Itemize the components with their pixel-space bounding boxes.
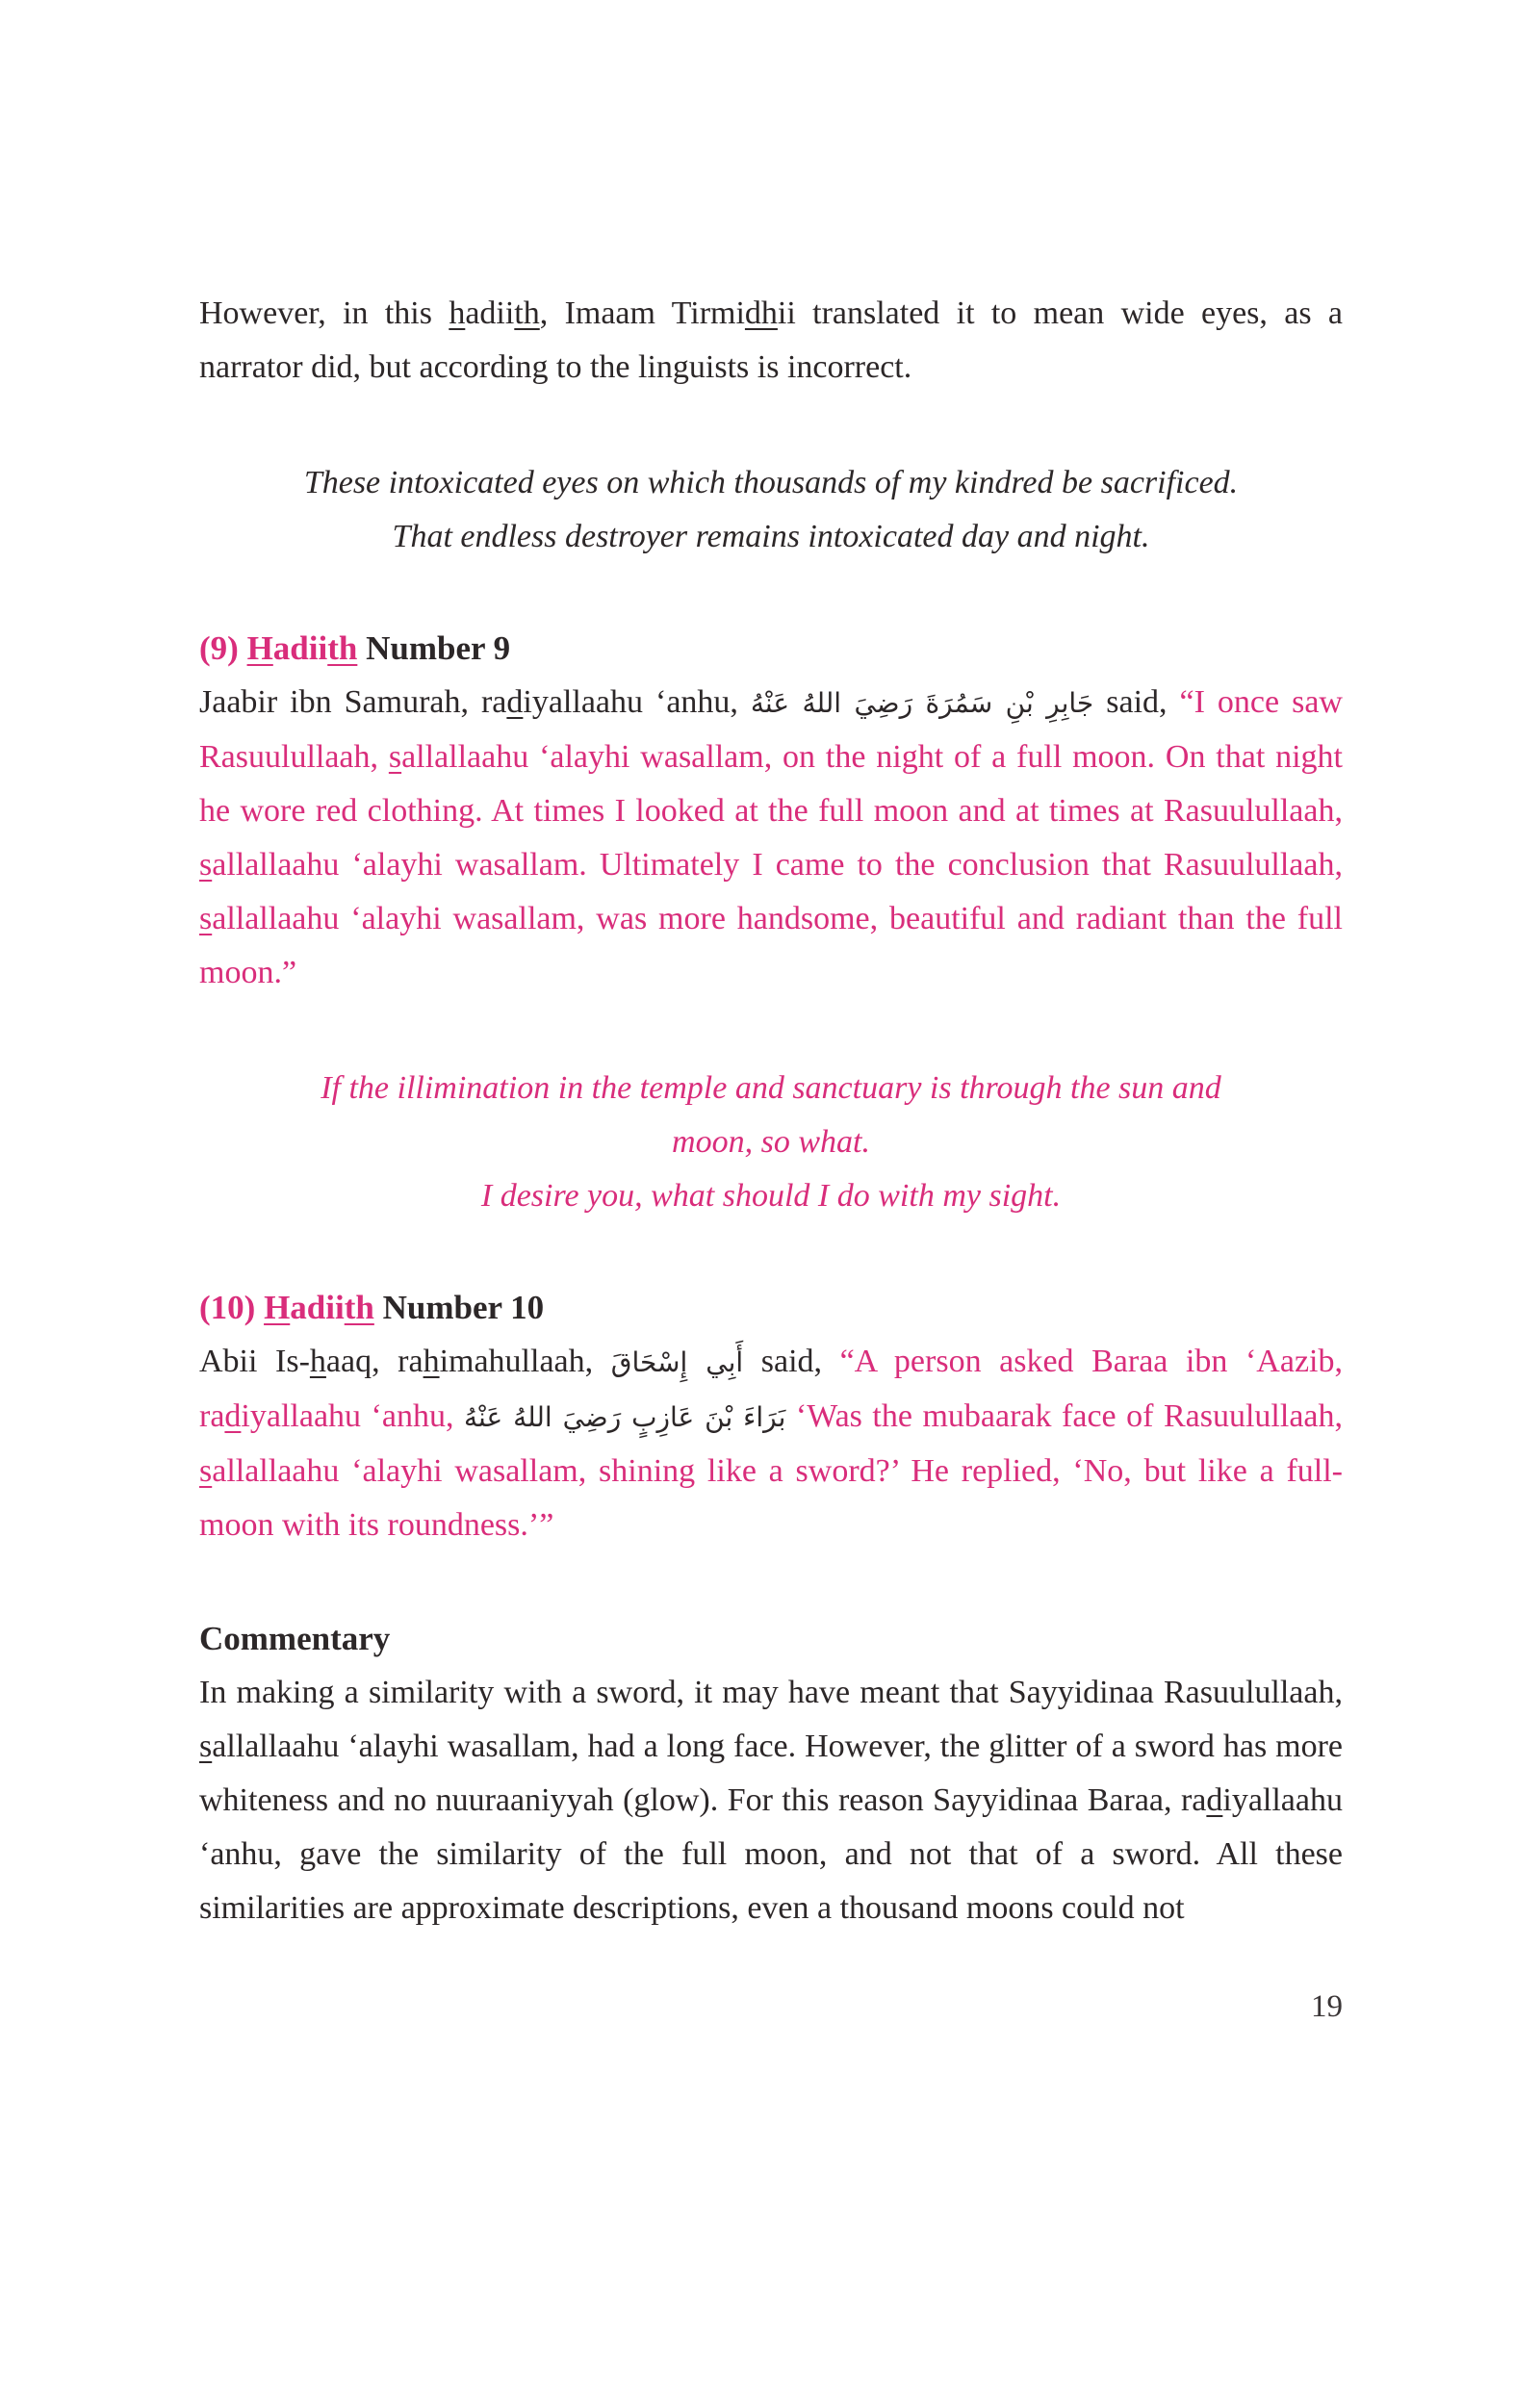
text-run: allallaahu ‘alayhi wasallam, shining like a sword?’ He replied, ‘No, but like a full-moon with its roundness.’” <box>199 1453 1343 1543</box>
verse-line: If the illimination in the temple and sanctuary is through the sun and <box>321 1070 1221 1106</box>
text-run: th <box>514 295 540 331</box>
text-run: allallaahu ‘alayhi wasallam. Ultimately I came to the conclusion that Rasuulullaah, <box>212 847 1343 883</box>
text-run: ‘Was the mubaarak face of Rasuulullaah, <box>785 1398 1343 1434</box>
commentary-heading: Commentary <box>199 1620 391 1657</box>
text-run: adii <box>465 295 515 331</box>
couplet-pink <box>199 1062 1343 1223</box>
text-run <box>357 629 366 667</box>
hadith9-paragraph <box>199 676 1343 1000</box>
text-run: d <box>224 1398 242 1434</box>
text-run: In making a similarity with a sword, it may have meant that Sayyidinaa Rasuulullaah, <box>199 1675 1343 1710</box>
text-run: s <box>388 739 402 775</box>
text-run: h <box>423 1344 440 1379</box>
text-run: Number 10 <box>382 1289 545 1326</box>
text-run: adii <box>290 1289 345 1326</box>
text-run: iyallaahu ‘anhu, <box>241 1398 464 1434</box>
text-run: d <box>1206 1782 1223 1818</box>
page-number: 19 <box>1311 1989 1343 2024</box>
text-run: s <box>199 901 213 936</box>
text-run: However, in this <box>199 295 449 331</box>
text-run: s <box>199 1729 213 1764</box>
text-run: h <box>309 1344 326 1379</box>
text-run: said, <box>1093 684 1180 720</box>
text-run: (9) <box>199 629 247 667</box>
arabic-text: بَرَاءَ بْنَ عَازِبٍ رَضِيَ اللهُ عَنْهُ <box>463 1401 786 1433</box>
text-run: Abii Is- <box>199 1344 310 1379</box>
text-run: s <box>199 847 213 883</box>
hadith9-heading <box>199 622 1343 676</box>
hadith10-paragraph <box>199 1335 1343 1552</box>
text-run: ii translated it to mean wide eyes, as a narrator did, but according to the linguists is incorrect. <box>199 295 1343 385</box>
text-run: d <box>506 684 524 720</box>
text-run: imahullaah, <box>439 1344 611 1379</box>
text-run: Number 9 <box>366 629 511 667</box>
text-run <box>374 1289 383 1326</box>
text-run: adii <box>272 629 328 667</box>
text-run: th <box>344 1289 374 1326</box>
verse-line: moon, so what. <box>672 1124 870 1160</box>
text-run: s <box>199 1453 213 1489</box>
text-run: (10) <box>199 1289 265 1326</box>
text-run: “A person asked Baraa ibn ‘Aazib, ra <box>199 1344 1343 1434</box>
text-run: Jaabir ibn Samurah, ra <box>199 684 507 720</box>
arabic-text: جَابِرِ بْنِ سَمُرَةَ رَضِيَ اللهُ عَنْهُ <box>750 687 1094 719</box>
arabic-text: أَبِي إِسْحَاقَ <box>610 1346 744 1378</box>
couplet-black <box>199 456 1343 564</box>
text-run: aaq, ra <box>325 1344 424 1379</box>
intro-paragraph <box>199 287 1343 395</box>
text-run: th <box>327 629 358 667</box>
text-run: h <box>449 295 466 331</box>
text-run: “I once saw Rasuulullaah, <box>199 684 1343 775</box>
text-run: , Imaam Tirmi <box>539 295 745 331</box>
verse-line: I desire you, what should I do with my sight. <box>480 1178 1062 1214</box>
text-run: H <box>264 1289 291 1326</box>
commentary-paragraph <box>199 1666 1343 1935</box>
text-run: H <box>246 629 273 667</box>
text-run: said, <box>743 1344 840 1379</box>
verse-line: That endless destroyer remains intoxicated day and night. <box>392 519 1150 554</box>
text-run: iyallaahu ‘anhu, <box>523 684 751 720</box>
text-run: iyallaahu ‘anhu, gave the similarity of the full moon, and not that of a sword. All these similarities are approximate descriptions, even a thousand moons could not <box>199 1782 1343 1926</box>
hadith10-heading <box>199 1281 1343 1335</box>
text-run: allallaahu ‘alayhi wasallam, had a long face. However, the glitter of a sword has more whiteness and no nuuraaniyyah (glow). For this reason Sayyidinaa Baraa, ra <box>199 1729 1343 1818</box>
verse-line: These intoxicated eyes on which thousands of my kindred be sacrificed. <box>303 465 1239 500</box>
text-run: allallaahu ‘alayhi wasallam, on the night of a full moon. On that night he wore red clothing. At times I looked at the full moon and at times at Rasuulullaah, <box>199 739 1343 829</box>
text-run: dh <box>744 295 778 331</box>
text-run: allallaahu ‘alayhi wasallam, was more handsome, beautiful and radiant than the full moon.” <box>199 901 1343 990</box>
